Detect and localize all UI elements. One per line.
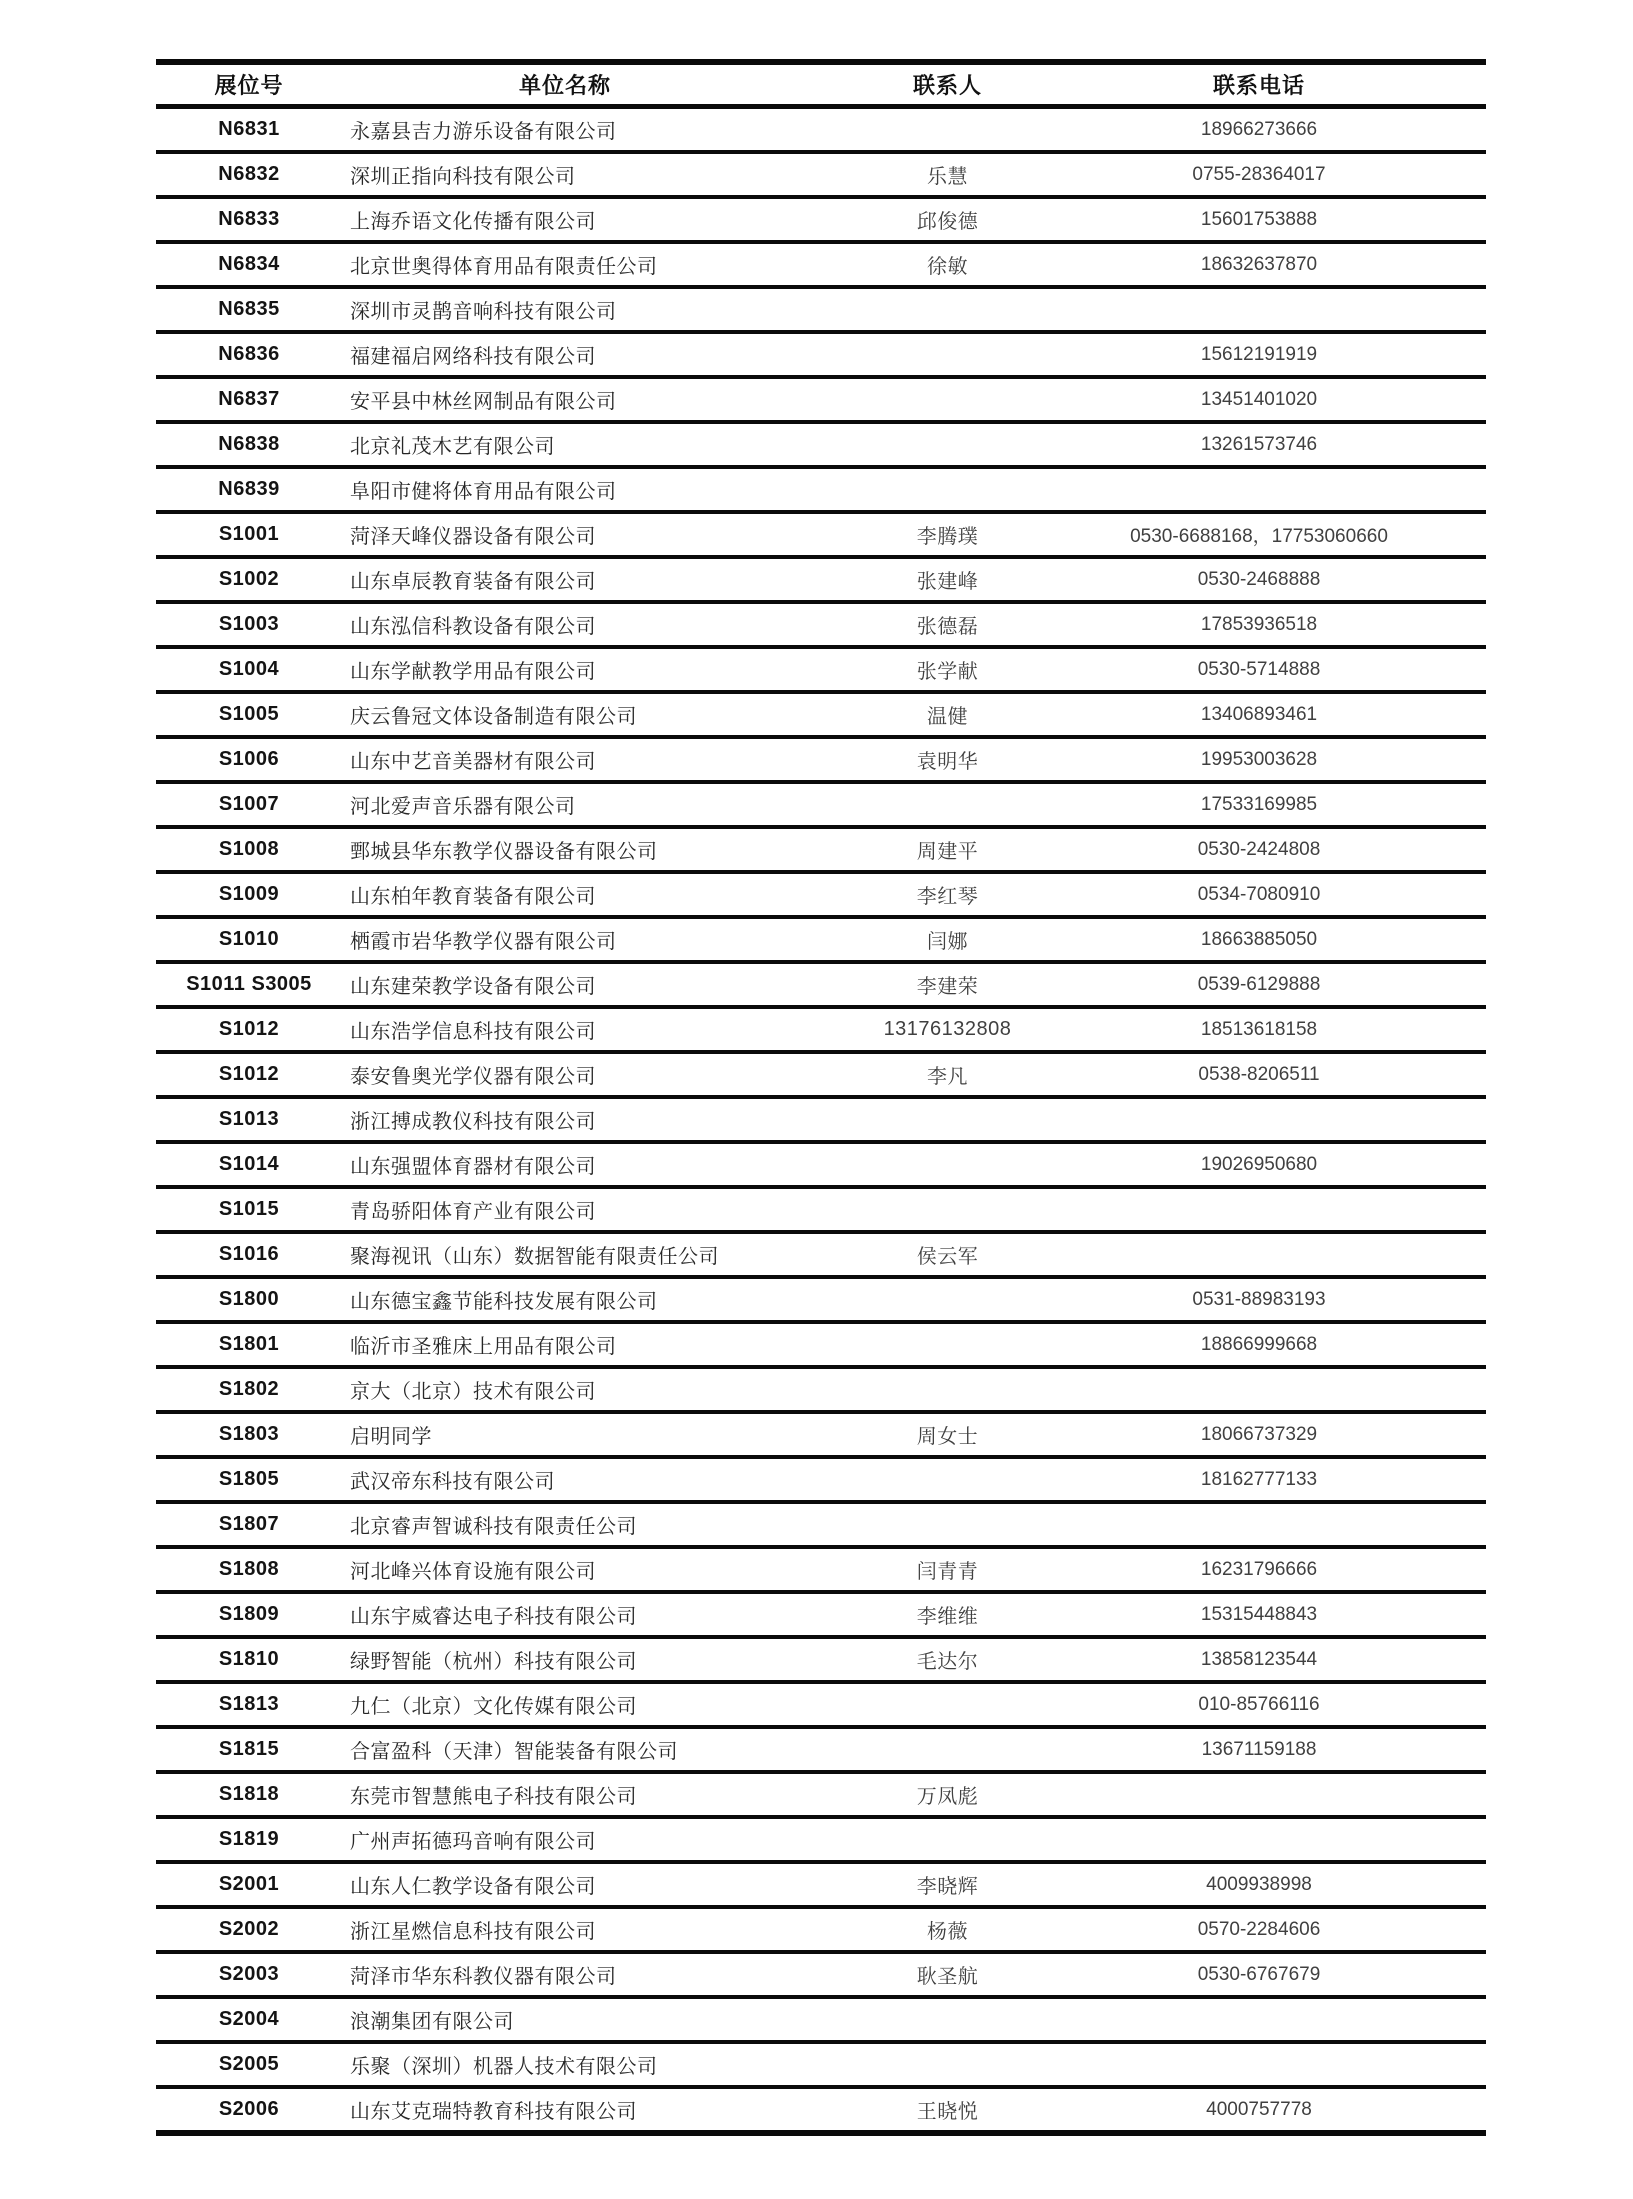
- phone-cell: [1107, 1997, 1486, 2042]
- phone-cell: 15612191919: [1107, 332, 1486, 377]
- phone-cell: 17853936518: [1107, 602, 1486, 647]
- phone-cell: 18162777133: [1107, 1457, 1486, 1502]
- contact-cell: [788, 1322, 1107, 1367]
- company-cell: 福建福启网络科技有限公司: [342, 332, 788, 377]
- booth-cell: N6834: [156, 242, 342, 287]
- table-row: [156, 1907, 1486, 1952]
- company-cell: 深圳正指向科技有限公司: [342, 152, 788, 197]
- phone-cell: 15601753888: [1107, 197, 1486, 242]
- booth-cell: S1014: [156, 1142, 342, 1187]
- table-row: [156, 602, 1486, 647]
- table-row: [156, 1727, 1486, 1772]
- contact-cell: 袁明华: [788, 737, 1107, 782]
- booth-cell: S1802: [156, 1367, 342, 1412]
- phone-cell: 13261573746: [1107, 422, 1486, 467]
- company-cell: 鄄城县华东教学仪器设备有限公司: [342, 827, 788, 872]
- booth-cell: N6838: [156, 422, 342, 467]
- booth-cell: N6837: [156, 377, 342, 422]
- booth-cell: S1003: [156, 602, 342, 647]
- contact-cell: [788, 1457, 1107, 1502]
- company-cell: 菏泽市华东科教仪器有限公司: [342, 1952, 788, 1997]
- company-cell: 栖霞市岩华教学仪器有限公司: [342, 917, 788, 962]
- phone-cell: 19953003628: [1107, 737, 1486, 782]
- company-cell: 山东建荣教学设备有限公司: [342, 962, 788, 1007]
- phone-cell: 18966273666: [1107, 107, 1486, 153]
- phone-cell: [1107, 1502, 1486, 1547]
- booth-cell: S1815: [156, 1727, 342, 1772]
- booth-cell: S1803: [156, 1412, 342, 1457]
- table-row: [156, 1232, 1486, 1277]
- company-cell: 浙江星燃信息科技有限公司: [342, 1907, 788, 1952]
- contact-cell: [788, 1277, 1107, 1322]
- table-row: [156, 1817, 1486, 1862]
- booth-cell: S1009: [156, 872, 342, 917]
- table-row: [156, 1367, 1486, 1412]
- table-row: [156, 1412, 1486, 1457]
- contact-cell: [788, 287, 1107, 332]
- contact-cell: 李腾璞: [788, 512, 1107, 557]
- contact-cell: [788, 1682, 1107, 1727]
- phone-cell: 19026950680: [1107, 1142, 1486, 1187]
- booth-cell: S1808: [156, 1547, 342, 1592]
- booth-cell: S1002: [156, 557, 342, 602]
- contact-cell: 李凡: [788, 1052, 1107, 1097]
- contact-cell: [788, 1367, 1107, 1412]
- contact-cell: [788, 422, 1107, 467]
- contact-cell: 周女士: [788, 1412, 1107, 1457]
- table-row: [156, 557, 1486, 602]
- booth-cell: N6836: [156, 332, 342, 377]
- contact-cell: 李建荣: [788, 962, 1107, 1007]
- phone-cell: 0530-6767679: [1107, 1952, 1486, 1997]
- booth-cell: S1010: [156, 917, 342, 962]
- booth-cell: S1813: [156, 1682, 342, 1727]
- column-header-contact: 联系人: [788, 62, 1107, 107]
- company-cell: 九仁（北京）文化传媒有限公司: [342, 1682, 788, 1727]
- company-cell: 浙江搏成教仪科技有限公司: [342, 1097, 788, 1142]
- contact-cell: 周建平: [788, 827, 1107, 872]
- contact-cell: 张德磊: [788, 602, 1107, 647]
- company-cell: 安平县中林丝网制品有限公司: [342, 377, 788, 422]
- contact-cell: 13176132808: [788, 1007, 1107, 1052]
- company-cell: 山东艾克瑞特教育科技有限公司: [342, 2087, 788, 2133]
- contact-cell: 徐敏: [788, 242, 1107, 287]
- contact-cell: [788, 1142, 1107, 1187]
- company-cell: 深圳市灵鹊音响科技有限公司: [342, 287, 788, 332]
- contact-cell: [788, 1817, 1107, 1862]
- company-cell: 广州声拓德玛音响有限公司: [342, 1817, 788, 1862]
- table-row: [156, 1052, 1486, 1097]
- phone-cell: 0538-8206511: [1107, 1052, 1486, 1097]
- table-row: [156, 2087, 1486, 2133]
- phone-cell: 18866999668: [1107, 1322, 1486, 1367]
- table-row: [156, 1187, 1486, 1232]
- booth-cell: S1008: [156, 827, 342, 872]
- contact-cell: [788, 782, 1107, 827]
- phone-cell: 16231796666: [1107, 1547, 1486, 1592]
- phone-cell: [1107, 467, 1486, 512]
- phone-cell: 0531-88983193: [1107, 1277, 1486, 1322]
- booth-cell: S2003: [156, 1952, 342, 1997]
- company-cell: 山东卓辰教育装备有限公司: [342, 557, 788, 602]
- column-header-booth: 展位号: [156, 62, 342, 107]
- booth-cell: S1016: [156, 1232, 342, 1277]
- table-row: [156, 872, 1486, 917]
- contact-cell: 温健: [788, 692, 1107, 737]
- booth-cell: S2001: [156, 1862, 342, 1907]
- phone-cell: 18632637870: [1107, 242, 1486, 287]
- booth-cell: S1015: [156, 1187, 342, 1232]
- company-cell: 山东柏年教育装备有限公司: [342, 872, 788, 917]
- contact-cell: 耿圣航: [788, 1952, 1107, 1997]
- company-cell: 上海乔语文化传播有限公司: [342, 197, 788, 242]
- company-cell: 乐聚（深圳）机器人技术有限公司: [342, 2042, 788, 2087]
- table-row: [156, 692, 1486, 737]
- table-row: [156, 1457, 1486, 1502]
- company-cell: 河北峰兴体育设施有限公司: [342, 1547, 788, 1592]
- booth-cell: S1011 S3005: [156, 962, 342, 1007]
- booth-cell: S2005: [156, 2042, 342, 2087]
- contact-cell: 万凤彪: [788, 1772, 1107, 1817]
- phone-cell: [1107, 1772, 1486, 1817]
- contact-cell: [788, 107, 1107, 153]
- phone-cell: [1107, 1817, 1486, 1862]
- company-cell: 青岛骄阳体育产业有限公司: [342, 1187, 788, 1232]
- table-row: [156, 1322, 1486, 1367]
- booth-cell: S1809: [156, 1592, 342, 1637]
- contact-cell: 李红琴: [788, 872, 1107, 917]
- company-cell: 阜阳市健将体育用品有限公司: [342, 467, 788, 512]
- table-row: [156, 1547, 1486, 1592]
- table-row: [156, 1862, 1486, 1907]
- company-cell: 合富盈科（天津）智能装备有限公司: [342, 1727, 788, 1772]
- booth-cell: N6839: [156, 467, 342, 512]
- company-cell: 北京礼茂木艺有限公司: [342, 422, 788, 467]
- booth-cell: S2006: [156, 2087, 342, 2133]
- column-header-company: 单位名称: [342, 62, 788, 107]
- booth-cell: S1005: [156, 692, 342, 737]
- contact-cell: [788, 1502, 1107, 1547]
- phone-cell: 0534-7080910: [1107, 872, 1486, 917]
- contact-cell: [788, 467, 1107, 512]
- table-row: [156, 377, 1486, 422]
- contact-cell: 张建峰: [788, 557, 1107, 602]
- company-cell: 京大（北京）技术有限公司: [342, 1367, 788, 1412]
- table-row: [156, 1592, 1486, 1637]
- contact-cell: [788, 1727, 1107, 1772]
- contact-cell: 李维维: [788, 1592, 1107, 1637]
- contact-cell: [788, 377, 1107, 422]
- phone-cell: 0530-2468888: [1107, 557, 1486, 602]
- table-row: [156, 1682, 1486, 1727]
- booth-cell: S1012: [156, 1052, 342, 1097]
- table-row: [156, 1997, 1486, 2042]
- phone-cell: [1107, 287, 1486, 332]
- phone-cell: [1107, 2042, 1486, 2087]
- booth-cell: S2002: [156, 1907, 342, 1952]
- booth-cell: S1004: [156, 647, 342, 692]
- table-row: [156, 197, 1486, 242]
- contact-cell: 杨薇: [788, 1907, 1107, 1952]
- table-row: [156, 512, 1486, 557]
- contact-cell: [788, 332, 1107, 377]
- company-cell: 永嘉县吉力游乐设备有限公司: [342, 107, 788, 153]
- table-row: [156, 1277, 1486, 1322]
- booth-cell: N6833: [156, 197, 342, 242]
- company-cell: 庆云鲁冠文体设备制造有限公司: [342, 692, 788, 737]
- contact-cell: [788, 2042, 1107, 2087]
- phone-cell: 4000757778: [1107, 2087, 1486, 2133]
- company-cell: 河北爱声音乐器有限公司: [342, 782, 788, 827]
- booth-cell: S1819: [156, 1817, 342, 1862]
- phone-cell: [1107, 1232, 1486, 1277]
- table-row: [156, 332, 1486, 377]
- company-cell: 浪潮集团有限公司: [342, 1997, 788, 2042]
- company-cell: 绿野智能（杭州）科技有限公司: [342, 1637, 788, 1682]
- contact-cell: 侯云军: [788, 1232, 1107, 1277]
- table-row: [156, 962, 1486, 1007]
- phone-cell: 18663885050: [1107, 917, 1486, 962]
- company-cell: 临沂市圣雅床上用品有限公司: [342, 1322, 788, 1367]
- column-header-phone: 联系电话: [1107, 62, 1486, 107]
- table-row: [156, 107, 1486, 153]
- booth-cell: N6832: [156, 152, 342, 197]
- table-row: [156, 287, 1486, 332]
- table-row: [156, 647, 1486, 692]
- contact-cell: [788, 1097, 1107, 1142]
- table-row: [156, 1772, 1486, 1817]
- company-cell: 东莞市智慧熊电子科技有限公司: [342, 1772, 788, 1817]
- phone-cell: 17533169985: [1107, 782, 1486, 827]
- booth-cell: S1012: [156, 1007, 342, 1052]
- phone-cell: 18513618158: [1107, 1007, 1486, 1052]
- booth-cell: N6831: [156, 107, 342, 153]
- company-cell: 菏泽天峰仪器设备有限公司: [342, 512, 788, 557]
- booth-cell: S1807: [156, 1502, 342, 1547]
- table-row: [156, 737, 1486, 782]
- contact-cell: [788, 1187, 1107, 1232]
- phone-cell: [1107, 1187, 1486, 1232]
- table-row: [156, 467, 1486, 512]
- phone-cell: 0530-6688168，17753060660: [1107, 512, 1486, 557]
- header-row: [156, 62, 1486, 107]
- phone-cell: 13451401020: [1107, 377, 1486, 422]
- phone-cell: 0539-6129888: [1107, 962, 1486, 1007]
- company-cell: 山东浩学信息科技有限公司: [342, 1007, 788, 1052]
- contact-cell: 张学献: [788, 647, 1107, 692]
- phone-cell: 4009938998: [1107, 1862, 1486, 1907]
- table-row: [156, 782, 1486, 827]
- phone-cell: 0570-2284606: [1107, 1907, 1486, 1952]
- company-cell: 山东德宝鑫节能科技发展有限公司: [342, 1277, 788, 1322]
- phone-cell: 18066737329: [1107, 1412, 1486, 1457]
- table-row: [156, 917, 1486, 962]
- table-row: [156, 1502, 1486, 1547]
- company-cell: 山东宇威睿达电子科技有限公司: [342, 1592, 788, 1637]
- company-cell: 北京睿声智诚科技有限责任公司: [342, 1502, 788, 1547]
- table-row: [156, 827, 1486, 872]
- table-row: [156, 152, 1486, 197]
- table-row: [156, 1637, 1486, 1682]
- table-row: [156, 2042, 1486, 2087]
- phone-cell: 0755-28364017: [1107, 152, 1486, 197]
- contact-cell: 乐慧: [788, 152, 1107, 197]
- phone-cell: [1107, 1367, 1486, 1412]
- booth-cell: S1006: [156, 737, 342, 782]
- booth-cell: N6835: [156, 287, 342, 332]
- booth-cell: S2004: [156, 1997, 342, 2042]
- table-row: [156, 1097, 1486, 1142]
- contact-cell: 邱俊德: [788, 197, 1107, 242]
- phone-cell: 0530-5714888: [1107, 647, 1486, 692]
- company-cell: 山东学献教学用品有限公司: [342, 647, 788, 692]
- booth-cell: S1001: [156, 512, 342, 557]
- table-row: [156, 1142, 1486, 1187]
- table-body: [156, 107, 1486, 2134]
- contact-cell: 毛达尔: [788, 1637, 1107, 1682]
- company-cell: 山东强盟体育器材有限公司: [342, 1142, 788, 1187]
- exhibitor-table: [156, 59, 1486, 2136]
- booth-cell: S1801: [156, 1322, 342, 1367]
- company-cell: 启明同学: [342, 1412, 788, 1457]
- company-cell: 北京世奥得体育用品有限责任公司: [342, 242, 788, 287]
- booth-cell: S1805: [156, 1457, 342, 1502]
- company-cell: 山东中艺音美器材有限公司: [342, 737, 788, 782]
- table-row: [156, 1007, 1486, 1052]
- table-row: [156, 1952, 1486, 1997]
- contact-cell: 闫青青: [788, 1547, 1107, 1592]
- contact-cell: [788, 1997, 1107, 2042]
- company-cell: 聚海视讯（山东）数据智能有限责任公司: [342, 1232, 788, 1277]
- phone-cell: 010-85766116: [1107, 1682, 1486, 1727]
- contact-cell: 李晓辉: [788, 1862, 1107, 1907]
- company-cell: 山东泓信科教设备有限公司: [342, 602, 788, 647]
- contact-cell: 王晓悦: [788, 2087, 1107, 2133]
- booth-cell: S1007: [156, 782, 342, 827]
- booth-cell: S1800: [156, 1277, 342, 1322]
- company-cell: 泰安鲁奥光学仪器有限公司: [342, 1052, 788, 1097]
- booth-cell: S1013: [156, 1097, 342, 1142]
- phone-cell: 15315448843: [1107, 1592, 1486, 1637]
- table-row: [156, 422, 1486, 467]
- phone-cell: [1107, 1097, 1486, 1142]
- booth-cell: S1818: [156, 1772, 342, 1817]
- phone-cell: 13858123544: [1107, 1637, 1486, 1682]
- booth-cell: S1810: [156, 1637, 342, 1682]
- company-cell: 武汉帝东科技有限公司: [342, 1457, 788, 1502]
- company-cell: 山东人仁教学设备有限公司: [342, 1862, 788, 1907]
- phone-cell: 0530-2424808: [1107, 827, 1486, 872]
- contact-cell: 闫娜: [788, 917, 1107, 962]
- phone-cell: 13406893461: [1107, 692, 1486, 737]
- table-row: [156, 242, 1486, 287]
- phone-cell: 13671159188: [1107, 1727, 1486, 1772]
